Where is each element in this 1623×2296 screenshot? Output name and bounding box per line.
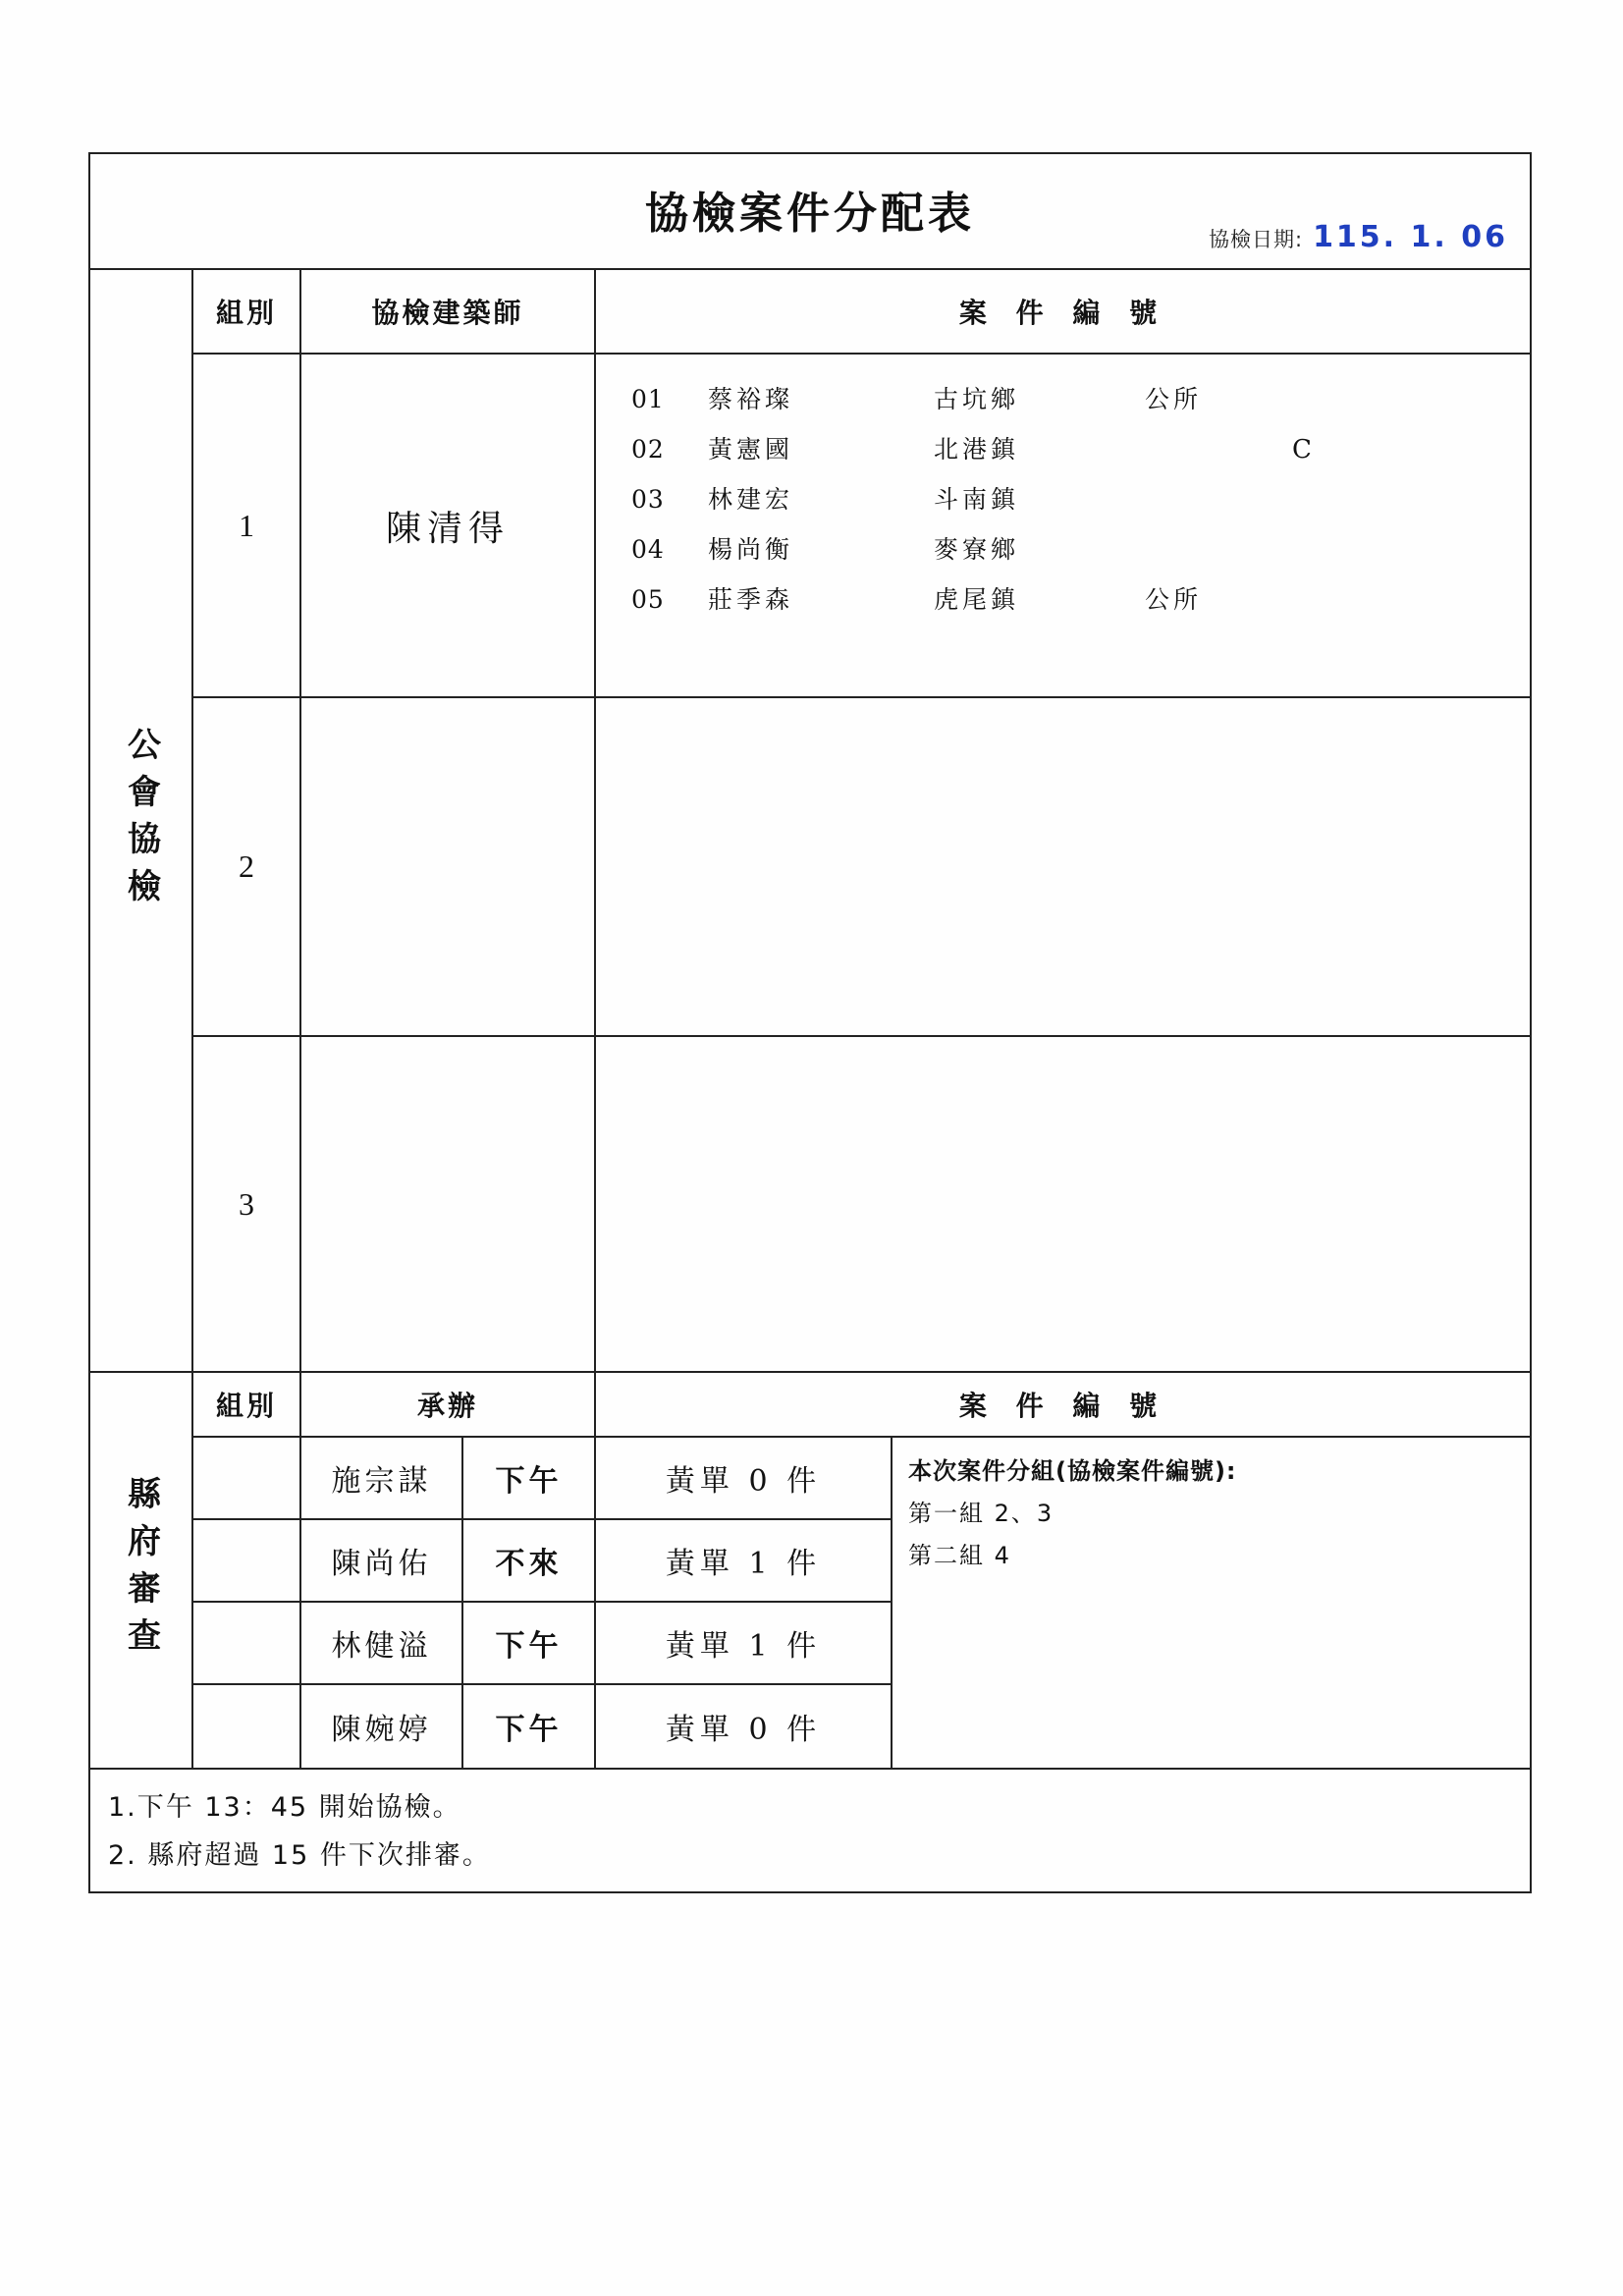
union-group-row bbox=[193, 698, 1530, 1037]
county-side-label-cell bbox=[90, 1373, 193, 1768]
case-township: 麥寮鄉 bbox=[934, 535, 1020, 564]
case-note: 公所 bbox=[1145, 585, 1203, 614]
case-township: 斗南鎮 bbox=[934, 485, 1020, 514]
case-applicant: 黃憲國 bbox=[708, 435, 794, 464]
union-case-list bbox=[596, 698, 1530, 1035]
union-header-cases bbox=[596, 270, 1530, 353]
footer-note-2: 2. 縣府超過 15 件下次排審。 bbox=[108, 1840, 491, 1871]
county-grouping-note bbox=[891, 1438, 1530, 1768]
case-applicant: 蔡裕璨 bbox=[708, 385, 794, 413]
county-row-group bbox=[193, 1438, 301, 1518]
case-mark: C bbox=[1292, 435, 1312, 465]
case-number: 04 bbox=[631, 535, 665, 564]
county-row-time bbox=[463, 1603, 596, 1683]
case-applicant: 楊尚衡 bbox=[708, 535, 794, 564]
union-header-cases-label: 案 件 編 號 bbox=[958, 297, 1167, 329]
county-time-value: 不來 bbox=[495, 1547, 563, 1581]
county-time-value: 下午 bbox=[495, 1464, 563, 1499]
table-row bbox=[193, 1520, 891, 1603]
table-row bbox=[193, 1685, 891, 1768]
county-row-time bbox=[463, 1438, 596, 1518]
case-number: 03 bbox=[631, 485, 665, 514]
county-section bbox=[90, 1373, 1530, 1768]
union-header-group bbox=[193, 270, 301, 353]
county-header-handler bbox=[301, 1373, 596, 1436]
table-row bbox=[193, 1603, 891, 1685]
note-line: 第二組 4 bbox=[908, 1542, 1011, 1569]
list-item bbox=[631, 380, 1530, 415]
union-group-number-cell bbox=[193, 355, 301, 696]
county-side-label: 縣府審查 bbox=[121, 1476, 161, 1665]
county-row-count bbox=[596, 1520, 891, 1601]
note-line: 第一組 2、3 bbox=[908, 1500, 1055, 1527]
county-row-person bbox=[301, 1685, 463, 1768]
case-township: 虎尾鎮 bbox=[934, 585, 1020, 614]
county-time-value: 下午 bbox=[495, 1629, 563, 1664]
county-row-person bbox=[301, 1438, 463, 1518]
union-side-label-cell bbox=[90, 270, 193, 1371]
county-header-group-label: 組別 bbox=[215, 1390, 277, 1422]
county-person-name: 陳婉婷 bbox=[331, 1713, 432, 1747]
case-number: 02 bbox=[631, 435, 665, 464]
note-title: 本次案件分組(協檢案件編號): bbox=[908, 1457, 1237, 1485]
union-case-list bbox=[596, 1037, 1530, 1371]
union-group-number: 1 bbox=[239, 507, 254, 543]
union-architect-cell bbox=[301, 355, 596, 696]
union-group-number: 3 bbox=[239, 1185, 254, 1222]
date-field bbox=[1209, 220, 1508, 254]
list-item bbox=[631, 580, 1530, 616]
county-person-name: 林健溢 bbox=[331, 1629, 432, 1664]
county-header-cases bbox=[596, 1373, 1530, 1436]
county-header-row bbox=[193, 1373, 1530, 1438]
county-row-group bbox=[193, 1520, 301, 1601]
assignment-form bbox=[88, 152, 1532, 1893]
union-group-number-cell bbox=[193, 698, 301, 1035]
case-applicant: 林建宏 bbox=[708, 485, 794, 514]
date-label: 協檢日期: bbox=[1208, 228, 1304, 251]
union-group-row bbox=[193, 355, 1530, 698]
county-row-time bbox=[463, 1520, 596, 1601]
county-count-value: 黃單 1 件 bbox=[665, 1547, 822, 1581]
county-person-name: 陳尚佑 bbox=[331, 1547, 432, 1581]
case-note: 公所 bbox=[1145, 385, 1203, 413]
county-row-count bbox=[596, 1438, 891, 1518]
date-value: 115. 1. 06 bbox=[1313, 220, 1508, 254]
union-group-row bbox=[193, 1037, 1530, 1371]
county-rows-wrap bbox=[193, 1438, 1530, 1768]
county-count-value: 黃單 0 件 bbox=[665, 1464, 822, 1499]
page-title: 協檢案件分配表 bbox=[645, 189, 975, 239]
union-header-row bbox=[193, 270, 1530, 355]
footer-notes bbox=[90, 1768, 1530, 1891]
county-count-value: 黃單 1 件 bbox=[665, 1629, 822, 1664]
union-header-architect-label: 協檢建築師 bbox=[371, 297, 524, 329]
county-row-count bbox=[596, 1685, 891, 1768]
case-applicant: 莊季森 bbox=[708, 585, 794, 614]
case-township: 古坑鄉 bbox=[934, 385, 1020, 413]
county-row-time bbox=[463, 1685, 596, 1768]
union-architect-cell bbox=[301, 698, 596, 1035]
union-architect-name: 陳清得 bbox=[385, 508, 510, 549]
county-count-value: 黃單 0 件 bbox=[665, 1713, 822, 1747]
case-number: 05 bbox=[631, 585, 665, 614]
list-item bbox=[631, 480, 1530, 516]
footer-note-1: 1.下午 13：45 開始協檢。 bbox=[108, 1792, 461, 1823]
union-header-group-label: 組別 bbox=[215, 297, 277, 329]
county-header-handler-label: 承辦 bbox=[416, 1390, 478, 1422]
list-item bbox=[631, 430, 1530, 465]
union-header-architect bbox=[301, 270, 596, 353]
union-section bbox=[90, 270, 1530, 1373]
county-row-group bbox=[193, 1685, 301, 1768]
union-architect-cell bbox=[301, 1037, 596, 1371]
county-row-person bbox=[301, 1520, 463, 1601]
county-row-group bbox=[193, 1603, 301, 1683]
county-row-count bbox=[596, 1603, 891, 1683]
county-time-value: 下午 bbox=[495, 1713, 563, 1747]
case-township: 北港鎮 bbox=[934, 435, 1020, 464]
union-group-number-cell bbox=[193, 1037, 301, 1371]
county-row-person bbox=[301, 1603, 463, 1683]
county-person-name: 施宗謀 bbox=[331, 1464, 432, 1499]
table-row bbox=[193, 1438, 891, 1520]
union-group-number: 2 bbox=[239, 848, 254, 884]
union-side-label: 公會協檢 bbox=[121, 726, 161, 915]
county-header-group bbox=[193, 1373, 301, 1436]
list-item bbox=[631, 530, 1530, 566]
title-row bbox=[90, 154, 1530, 270]
case-number: 01 bbox=[631, 385, 665, 413]
union-case-list bbox=[596, 355, 1530, 696]
county-header-cases-label: 案 件 編 號 bbox=[958, 1390, 1167, 1422]
